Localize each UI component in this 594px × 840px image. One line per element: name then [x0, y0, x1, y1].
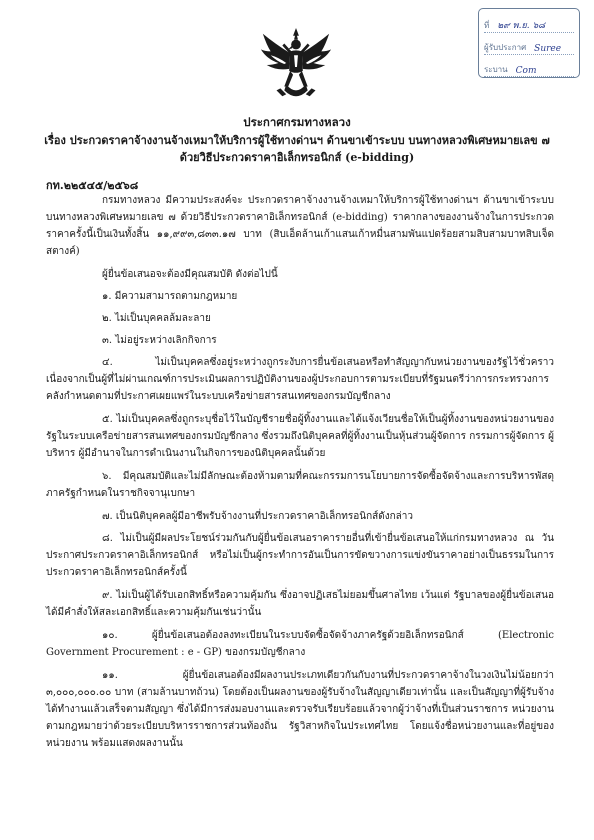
document-body — [46, 192, 554, 758]
qualification-item: ๙. ไม่เป็นผู้ได้รับเอกสิทธิ์หรือความคุ้มกัน ซึ่งอาจปฏิเสธไม่ยอมขึ้นศาลไทย เว้นแต่ รัฐบาลของผู้ยื่นข้อเสนอได้มีคำสั่งให้สละเอกสิทธิ์และความคุ้มกันเช่นว่านั้น — [46, 590, 554, 618]
qualification-item: ๖. มีคุณสมบัติและไม่มีลักษณะต้องห้ามตามที่คณะกรรมการนโยบายการจัดซื้อจัดจ้างและการบริหารพัสดุภาครัฐกำหนดในราชกิจจานุเบกษา — [46, 471, 554, 499]
qualification-lead: ผู้ยื่นข้อเสนอจะต้องมีคุณสมบัติ ดังต่อไปนี้ — [102, 269, 278, 280]
stamp-row-note — [484, 56, 574, 77]
stamp-label-number: ที่ — [484, 21, 490, 30]
stamp-value-note: Com — [515, 66, 537, 76]
stamp-label-note: ระบาน — [484, 65, 508, 74]
intro-paragraph: กรมทางหลวง มีความประสงค์จะ ประกวดราคาจ้างงานจ้างเหมาให้บริการผู้ใช้ทางด่านฯ ด้านขาเข้าระบบ บนทางหลวงพิเศษหมายเลข ๗ ด้วยวิธีประกวดราคาอิเล็กทรอนิกส์ (e-bidding) ราคากลางของงานจ้างในการประกวดราคาครั้งนี้เป็นเงินทั้งสิ้น ๑๑,๙๙๓,๘๓๓.๑๗ บาท (สิบเอ็ดล้านเก้าแสนเก้าหมื่นสามพันแปดร้อยสามสิบสามบาทสิบเจ็ดสตางค์) — [46, 195, 554, 257]
department-title: ประกาศกรมทางหลวง — [243, 115, 351, 129]
subject-line-2: ด้วยวิธีประกวดราคาอิเล็กทรอนิกส์ (e-bidding) — [179, 151, 415, 164]
subject-line-1: เรื่อง ประกวดราคาจ้างงานจ้างเหมาให้บริการผู้ใช้ทางด่านฯ ด้านขาเข้าระบบ บนทางหลวงพิเศษหมายเลข ๗ — [44, 134, 550, 147]
qualification-item: ๑๐. ผู้ยื่นข้อเสนอต้องลงทะเบียนในระบบจัดซื้อจัดจ้างภาครัฐด้วยอิเล็กทรอนิกส์ (Electronic Government Procurement : e - GP) ของกรมบัญชีกลาง — [46, 630, 554, 658]
stamp-label-receiver: ผู้รับประกาศ — [484, 43, 527, 52]
stamp-row-receiver — [484, 34, 574, 55]
garuda-emblem-icon — [257, 26, 335, 104]
stamp-row-date — [484, 12, 574, 33]
qualification-item: ๓. ไม่อยู่ระหว่างเลิกกิจการ — [102, 335, 217, 346]
qualification-item: ๕. ไม่เป็นบุคคลซึ่งถูกระบุชื่อไว้ในบัญชีรายชื่อผู้ทิ้งงานและได้แจ้งเวียนชื่อให้เป็นผู้ทิ้งงานของหน่วยงานของรัฐในระบบเครือข่ายสารสนเทศของกรมบัญชีกลาง ซึ่งรวมถึงนิติบุคคลที่ผู้ทิ้งงานเป็นหุ้นส่วนผู้จัดการ กรรมการผู้จัดการ ผู้บริหาร ผู้มีอำนาจในการดำเนินงานในกิจการของนิติบุคคลนั้นด้วย — [46, 414, 554, 459]
qualification-item: ๘. ไม่เป็นผู้มีผลประโยชน์ร่วมกันกับผู้ยื่นข้อเสนอราคารายอื่นที่เข้ายื่นข้อเสนอให้แก่กรมทางหลวง ณ วันประกาศประกวดราคาอิเล็กทรอนิกส์ หรือไม่เป็นผู้กระทำการอันเป็นการขัดขวางการแข่งขันราคาอย่างเป็นธรรมในการประกวดราคาอิเล็กทรอนิกส์ครั้งนี้ — [46, 533, 554, 578]
qualification-item: ๑๑. ผู้ยื่นข้อเสนอต้องมีผลงานประเภทเดียวกันกับงานที่ประกวดราคาจ้างในวงเงินไม่น้อยกว่า ๓,๐๐๐,๐๐๐.๐๐ บาท (สามล้านบาทถ้วน) โดยต้องเป็นผลงานของผู้รับจ้างในสัญญาเดียวเท่านั้น และเป็นสัญญาที่ผู้รับจ้างได้ทำงานแล้วเสร็จตามสัญญา ซึ่งได้มีการส่งมอบงานและตรวจรับเรียบร้อยแล้วจากผู้ว่าจ้างที่เป็นส่วนราชการ หน่วยงานตามกฎหมายว่าด้วยระเบียบบริหารราชการส่วนท้องถิ่น รัฐวิสาหกิจในประเทศไทย โดยแจ้งชื่อหน่วยงานและที่อยู่ของหน่วยงาน พร้อมแสดงผลงานนั้น — [46, 670, 554, 749]
qualification-item: ๒. ไม่เป็นบุคคลล้มละลาย — [102, 313, 211, 324]
stamp-value-date: ๒๙ พ.ย. ๖๘ — [497, 21, 546, 31]
qualification-item: ๑. มีความสามารถตามกฎหมาย — [102, 291, 238, 302]
qualification-item: ๗. เป็นนิติบุคคลผู้มีอาชีพรับจ้างงานที่ประกวดราคาอิเล็กทรอนิกส์ดังกล่าว — [102, 511, 414, 522]
stamp-value-receiver: Suree — [534, 44, 562, 54]
reference-number: กท.๒๒๕๔๕/๒๕๖๘ — [46, 179, 139, 192]
qualification-item: ๔. ไม่เป็นบุคคลซึ่งอยู่ระหว่างถูกระงับการยื่นข้อเสนอหรือทำสัญญากับหน่วยงานของรัฐไว้ชั่วคราว เนื่องจากเป็นผู้ที่ไม่ผ่านเกณฑ์การประเมินผลการปฏิบัติงานของผู้ประกอบการตามระเบียบที่รัฐมนตรีว่าการกระทรวงการคลังกำหนดตามที่ประกาศเผยแพร่ในระบบเครือข่ายสารสนเทศของกรมบัญชีกลาง — [46, 357, 554, 402]
receipt-stamp — [478, 8, 580, 78]
